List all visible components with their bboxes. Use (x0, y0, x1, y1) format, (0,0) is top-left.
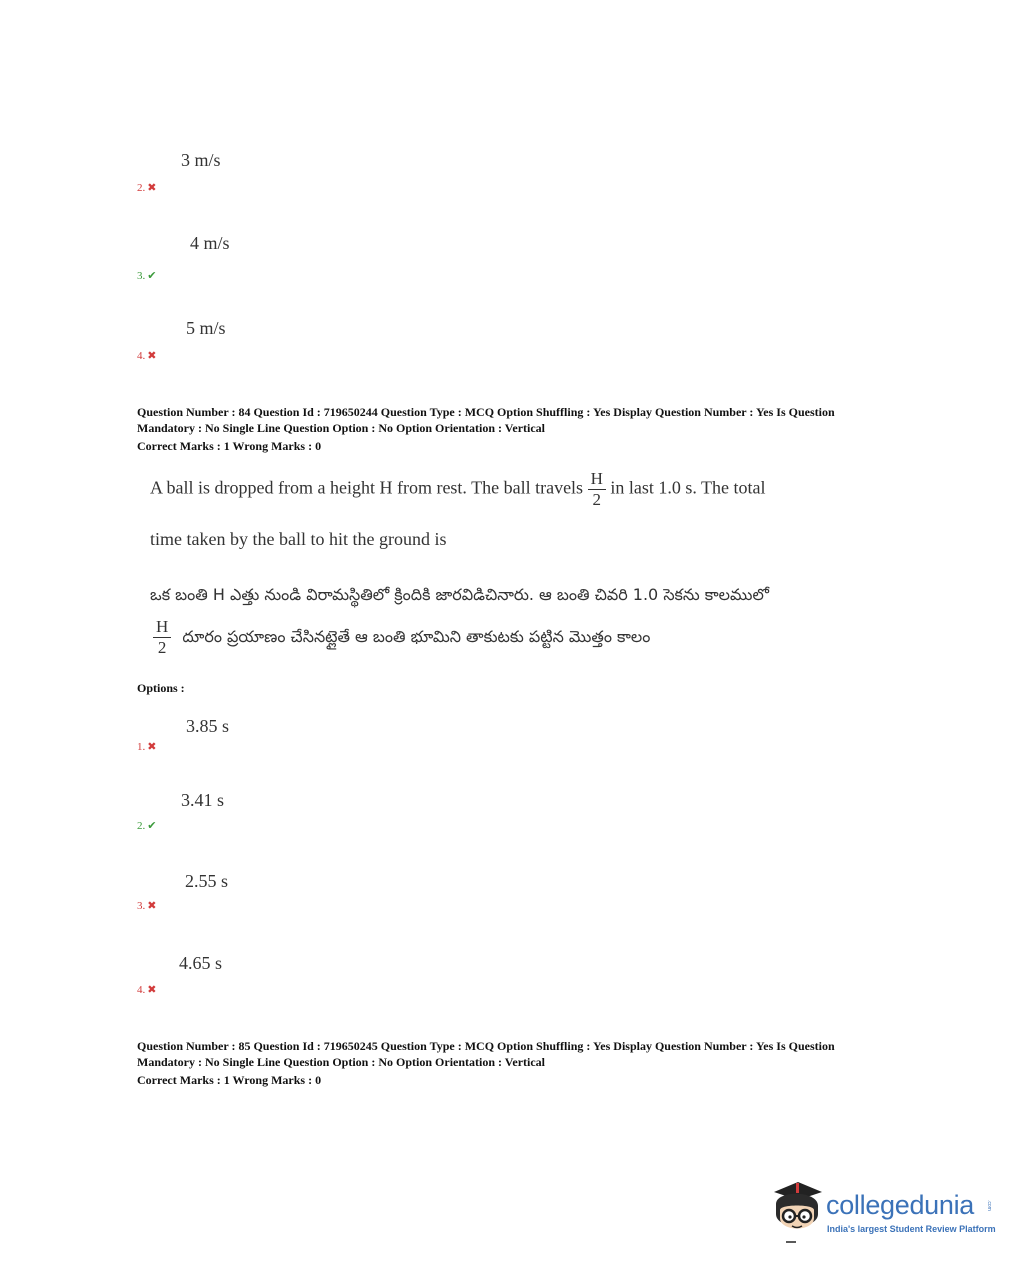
option-label: 2. (137, 820, 146, 832)
question-text: A ball is dropped from a height H from rest. The ball travels (150, 477, 584, 498)
option-number (137, 269, 156, 282)
question-text-telugu: దూరం ప్రయాణం చేసినట్లైతే ఆ బంతి భూమిని తాకుటకు పట్టిన మొత్తం కాలం (182, 627, 651, 646)
question-meta-line: Mandatory : No Single Line Question Option : No Option Orientation : Vertical (137, 421, 546, 435)
fraction (588, 469, 606, 510)
cross-icon: ✖ (147, 900, 157, 912)
question-meta (137, 404, 907, 454)
option-value: 3.85 s (186, 716, 230, 736)
option-value: 4.65 s (179, 953, 223, 973)
option-number (137, 983, 156, 996)
cross-icon: ✖ (147, 984, 157, 996)
option-number (137, 819, 156, 832)
fraction (153, 617, 171, 658)
question-text-telugu: ఒక బంతి H ఎత్తు నుండి విరామస్థితిలో క్రిందికి జారవిడిచినారు. ఆ బంతి చివరి 1.0 సెకను కాలములో (150, 585, 769, 604)
options-label: Options : (137, 681, 185, 695)
fraction-denominator: 2 (592, 490, 601, 509)
cross-icon: ✖ (147, 182, 157, 194)
question-text-line (150, 469, 766, 510)
option-value: 2.55 s (185, 871, 229, 891)
option-label: 3. (137, 900, 146, 912)
question-marks: Correct Marks : 1 Wrong Marks : 0 (137, 439, 322, 453)
option-label: 3. (137, 270, 146, 282)
option-label: 4. (137, 984, 146, 996)
question-text: in last 1.0 s. The total (610, 477, 766, 498)
question-meta-line: Mandatory : No Single Line Question Option : No Option Orientation : Vertical (137, 1055, 546, 1069)
fraction-numerator: H (588, 469, 606, 490)
option-number (137, 899, 156, 912)
option-value: 4 m/s (190, 233, 230, 253)
question-text: time taken by the ball to hit the ground is (150, 529, 447, 549)
check-icon: ✔ (147, 270, 157, 282)
fraction-denominator: 2 (157, 638, 167, 657)
option-value: 3 m/s (181, 150, 221, 170)
option-label: 4. (137, 350, 146, 362)
logo-name: collegedunia (826, 1190, 975, 1220)
option-number (137, 181, 156, 194)
question-meta (137, 1038, 907, 1088)
fraction-numerator: H (153, 617, 171, 638)
option-value: 5 m/s (186, 318, 226, 338)
question-text-line (153, 617, 650, 658)
mascot-icon (768, 1178, 826, 1244)
cross-icon: ✖ (147, 350, 157, 362)
cross-icon: ✖ (147, 741, 157, 753)
question-marks: Correct Marks : 1 Wrong Marks : 0 (137, 1073, 322, 1087)
logo-suffix: .com (986, 1200, 992, 1211)
option-number (137, 740, 156, 753)
question-meta-line: Question Number : 84 Question Id : 719650244 Question Type : MCQ Option Shuffling : Yes Display Question Number : Yes Is Question (137, 405, 835, 419)
logo-tagline: India's largest Student Review Platform (827, 1224, 996, 1234)
option-label: 2. (137, 182, 146, 194)
collegedunia-logo (768, 1178, 996, 1248)
option-label: 1. (137, 741, 146, 753)
option-number (137, 349, 156, 362)
check-icon: ✔ (147, 820, 157, 832)
option-value: 3.41 s (181, 790, 225, 810)
question-meta-line: Question Number : 85 Question Id : 719650245 Question Type : MCQ Option Shuffling : Yes Display Question Number : Yes Is Question (137, 1039, 835, 1053)
